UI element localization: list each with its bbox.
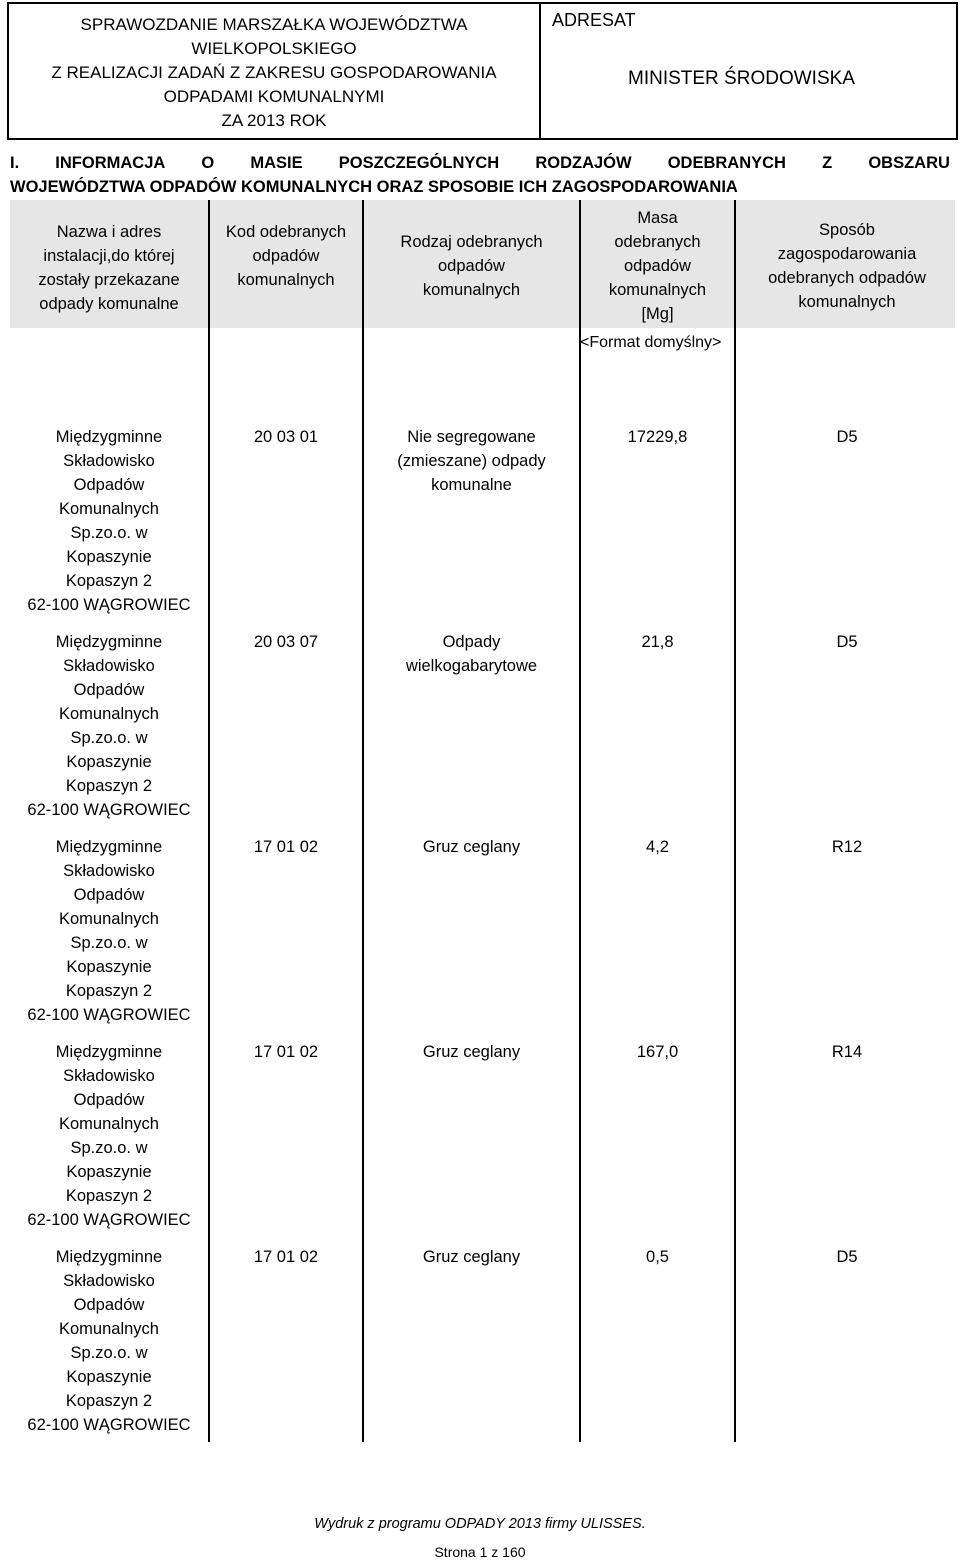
address-line: Kopaszynie (66, 753, 152, 771)
report-title-line: SPRAWOZDANIE MARSZAŁKA WOJEWÓDZTWA (80, 15, 468, 34)
address-line: Odpadów (73, 886, 145, 904)
addressee-name: MINISTER ŚRODOWISKA (628, 68, 855, 89)
address-line: Komunalnych (59, 1320, 159, 1338)
header-text: instalacji,do której (43, 247, 175, 265)
address-line: Kopaszynie (66, 1163, 152, 1181)
header-text: Masa (637, 209, 678, 227)
type-line: Gruz ceglany (422, 1043, 521, 1061)
section-title-word: POSZCZEGÓLNYCH (338, 154, 500, 172)
header-text: zostały przekazane (38, 271, 180, 289)
table-row-5-type (364, 1245, 579, 1269)
report-title-line: WIELKOPOLSKIEGO (191, 39, 357, 58)
table-row-5-method: D5 (836, 1248, 858, 1266)
address-line: Kopaszyn 2 (65, 1187, 153, 1205)
address-line: Komunalnych (59, 500, 159, 518)
address-line: Składowisko (63, 1067, 155, 1085)
section-title-line-1 (10, 151, 950, 175)
address-line: Międzygminne (55, 838, 163, 856)
report-title-line: Z REALIZACJI ZADAŃ Z ZAKRESU GOSPODAROWANIA (51, 63, 497, 82)
header-text: Sposób (819, 221, 875, 239)
address-line: Komunalnych (59, 1115, 159, 1133)
section-title-word: RODZAJÓW (535, 154, 632, 172)
address-line: Kopaszynie (66, 548, 152, 566)
address-line: Składowisko (63, 452, 155, 470)
address-line: Kopaszyn 2 (65, 777, 153, 795)
table-row-1-type (364, 425, 579, 497)
address-line: Międzygminne (55, 1043, 163, 1061)
report-title-box (7, 2, 539, 140)
type-line: wielkogabarytowe (405, 657, 538, 675)
header-text: Nazwa i adres (56, 223, 162, 241)
address-line: Międzygminne (55, 1248, 163, 1266)
header-text: odpadów (438, 257, 505, 275)
address-line: 62-100 WĄGROWIEC (27, 1211, 191, 1229)
address-line: Sp.zo.o. w (70, 524, 148, 542)
address-line: Sp.zo.o. w (70, 1139, 148, 1157)
report-title-line: ODPADAMI KOMUNALNYMI (163, 87, 385, 106)
header-installation (10, 220, 208, 316)
table-row-1-method: D5 (836, 428, 858, 446)
section-title-word: O (201, 154, 215, 172)
table-row-3-type (364, 835, 579, 859)
type-line: (zmieszane) odpady (397, 452, 546, 470)
address-line: Kopaszynie (66, 1368, 152, 1386)
table-row-2-mass: 21,8 (641, 633, 674, 651)
section-title-line-2: WOJEWÓDZTWA ODPADÓW KOMUNALNYCH ORAZ SPOSOBIE ICH ZAGOSPODAROWANIA (10, 178, 738, 196)
header-text: [Mg] (641, 305, 674, 323)
address-line: Kopaszyn 2 (65, 982, 153, 1000)
table-row-2-code: 20 03 07 (253, 633, 319, 651)
header-text: Kod odebranych (225, 223, 347, 241)
table-row-4-installation (10, 1040, 208, 1232)
address-line: Sp.zo.o. w (70, 729, 148, 747)
address-line: Odpadów (73, 1296, 145, 1314)
section-title-word: I. (10, 154, 20, 172)
address-line: Sp.zo.o. w (70, 934, 148, 952)
table-row-1-code: 20 03 01 (253, 428, 319, 446)
section-title (10, 151, 950, 199)
section-title-word: OBSZARU (868, 154, 950, 172)
header-text: komunalnych (422, 281, 521, 299)
header-text: odebranych odpadów (768, 269, 926, 287)
section-title-word: INFORMACJA (55, 154, 166, 172)
address-line: Kopaszyn 2 (65, 572, 153, 590)
table-row-1-mass: 17229,8 (627, 428, 688, 446)
address-line: Kopaszyn 2 (65, 1392, 153, 1410)
header-text: komunalnych (237, 271, 335, 289)
table-row-1-installation (10, 425, 208, 617)
type-line: Gruz ceglany (422, 838, 521, 856)
address-line: 62-100 WĄGROWIEC (27, 1006, 191, 1024)
header-text: odebranych (614, 233, 701, 251)
section-title-word: MASIE (250, 154, 303, 172)
address-line: Międzygminne (55, 428, 163, 446)
address-line: Składowisko (63, 862, 155, 880)
table-row-4-mass: 167,0 (636, 1043, 679, 1061)
address-line: Kopaszynie (66, 958, 152, 976)
page-number: Strona 1 z 160 (434, 1544, 526, 1560)
table-row-4-method: R14 (831, 1043, 863, 1061)
address-line: Odpadów (73, 476, 145, 494)
header-type (364, 230, 579, 302)
printout-note: Wydruk z programu ODPADY 2013 firmy ULISSES. (314, 1516, 646, 1532)
header-text: komunalnych (798, 293, 896, 311)
header-method (736, 218, 958, 314)
type-line: Odpady (442, 633, 501, 651)
address-line: 62-100 WĄGROWIEC (27, 801, 191, 819)
type-line: Gruz ceglany (422, 1248, 521, 1266)
table-row-3-code: 17 01 02 (253, 838, 319, 856)
address-line: 62-100 WĄGROWIEC (27, 596, 191, 614)
table-row-3-installation (10, 835, 208, 1027)
table-row-2-installation (10, 630, 208, 822)
section-title-word: Z (822, 154, 833, 172)
table-row-4-code: 17 01 02 (253, 1043, 319, 1061)
header-text: zagospodarowania (777, 245, 917, 263)
address-line: Odpadów (73, 681, 145, 699)
type-line: komunalne (431, 476, 512, 494)
header-code (210, 220, 362, 292)
table-row-5-installation (10, 1245, 208, 1437)
section-title-word: ODEBRANYCH (667, 154, 786, 172)
table-row-4-type (364, 1040, 579, 1064)
header-text: odpadów (252, 247, 320, 265)
header-text: odpady komunalne (39, 295, 179, 313)
header-mass (581, 206, 734, 326)
address-line: Składowisko (63, 657, 155, 675)
table-row-2-method: D5 (836, 633, 858, 651)
addressee-label: ADRESAT (552, 10, 636, 30)
header-text: komunalnych (608, 281, 707, 299)
address-line: Sp.zo.o. w (70, 1344, 148, 1362)
type-line: Nie segregowane (407, 428, 536, 446)
address-line: Komunalnych (59, 910, 159, 928)
header-text: Rodzaj odebranych (400, 233, 543, 251)
table-row-5-code: 17 01 02 (253, 1248, 319, 1266)
address-line: Składowisko (63, 1272, 155, 1290)
address-line: 62-100 WĄGROWIEC (27, 1416, 191, 1434)
address-line: Odpadów (73, 1091, 145, 1109)
address-line: Międzygminne (55, 633, 163, 651)
address-line: Komunalnych (59, 705, 159, 723)
report-title-line: ZA 2013 ROK (221, 111, 327, 130)
header-text: odpadów (624, 257, 691, 275)
table-row-5-mass: 0,5 (646, 1248, 669, 1266)
mass-format-label: <Format domyślny> (580, 334, 722, 351)
table-row-3-method: R12 (831, 838, 863, 856)
table-row-3-mass: 4,2 (646, 838, 669, 856)
table-row-2-type (364, 630, 579, 678)
